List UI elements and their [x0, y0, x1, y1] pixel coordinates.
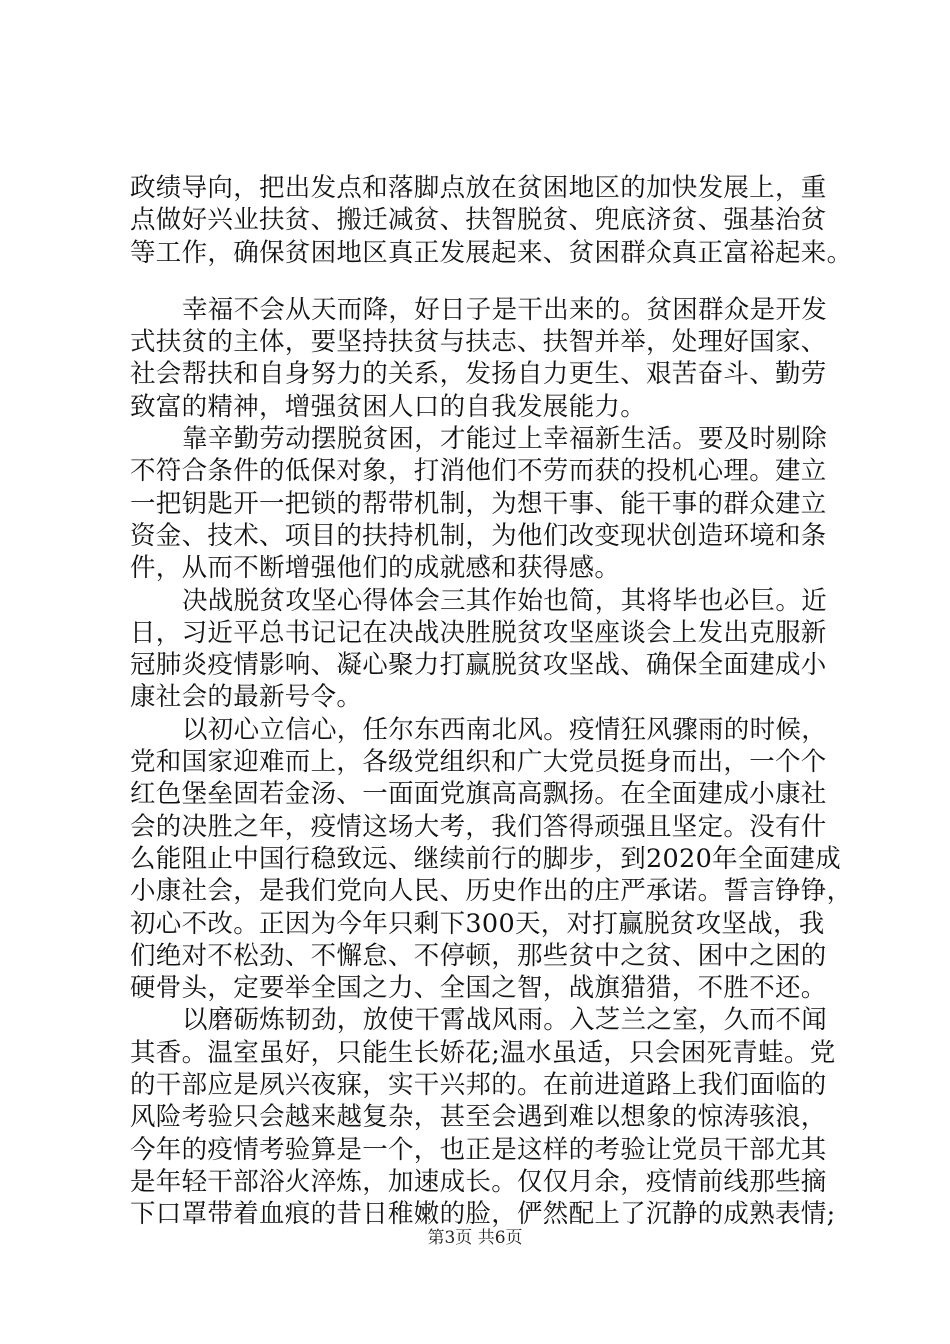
text-line: 红色堡垒固若金汤、一面面党旗高高飘扬。在全面建成小康社: [130, 779, 827, 810]
text-line: 会的决胜之年，疫情这场大考，我们答得顽强且坚定。没有什: [130, 811, 827, 842]
text-line: 件，从而不断增强他们的成就感和获得感。: [130, 553, 621, 584]
text-line: 政绩导向，把出发点和落脚点放在贫困地区的加快发展上，重: [130, 173, 827, 203]
text-line: 硬骨头，定要举全国之力、全国之智，战旗猎猎，不胜不还。: [130, 973, 827, 1004]
text-line: 下口罩带着血痕的昔日稚嫩的脸，俨然配上了沉静的成熟表情;: [130, 1199, 836, 1230]
text-line: 的干部应是夙兴夜寐，实干兴邦的。在前进道路上我们面临的: [130, 1070, 827, 1101]
text-line: 冠肺炎疫情影响、凝心聚力打赢脱贫攻坚战、确保全面建成小: [130, 650, 827, 681]
text-line: 今年的疫情考验算是一个，也正是这样的考验让党员干部尤其: [130, 1134, 827, 1165]
text-line: 致富的精神，增强贫困人口的自我发展能力。: [130, 391, 647, 422]
text-line: 风险考验只会越来越复杂，甚至会遇到难以想象的惊涛骇浪，: [130, 1102, 827, 1133]
text-line: 点做好兴业扶贫、搬迁减贫、扶智脱贫、兜底济贫、强基治贫: [130, 205, 827, 236]
text-line: 初心不改。正因为今年只剩下300天，对打赢脱贫攻坚战，我: [130, 908, 825, 939]
text-line: 式扶贫的主体，要坚持扶贫与扶志、扶智并举，处理好国家、: [130, 327, 827, 358]
paragraph-first-line: 以磨砺炼韧劲，放使干霄战风雨。入芝兰之室，久而不闻: [182, 1005, 828, 1036]
paragraph-first-line: 靠辛勤劳动摆脱贫困，才能过上幸福新生活。要及时剔除: [182, 424, 828, 455]
text-line: 党和国家迎难而上，各级党组织和广大党员挺身而出，一个个: [130, 747, 827, 778]
text-line: 康社会的最新号令。: [130, 682, 363, 713]
document-body: [130, 172, 853, 1231]
page-number-footer: 第3页 共6页: [427, 1228, 523, 1248]
text-line: 等工作，确保贫困地区真正发展起来、贫困群众真正富裕起来。: [130, 237, 853, 268]
text-line: 日，习近平总书记记在决战决胜脱贫攻坚座谈会上发出克服新: [130, 617, 827, 648]
paragraph-first-line: 幸福不会从天而降，好日子是干出来的。贫困群众是开发: [182, 294, 828, 325]
paragraph-first-line: 决战脱贫攻坚心得体会三其作始也简，其将毕也必巨。近: [182, 585, 828, 616]
text-line: 一把钥匙开一把锁的帮带机制，为想干事、能干事的群众建立: [130, 488, 827, 519]
text-line: 么能阻止中国行稳致远、继续前行的脚步，到2020年全面建成: [130, 843, 842, 874]
text-line: 社会帮扶和自身努力的关系，发扬自力更生、艰苦奋斗、勤劳: [130, 359, 827, 390]
paragraph-first-line: 以初心立信心，任尔东西南北风。疫情狂风骤雨的时候，: [182, 714, 828, 745]
text-line: 不符合条件的低保对象，打消他们不劳而获的投机心理。建立: [130, 456, 827, 487]
paragraph-gap: [130, 269, 830, 294]
text-line: 其香。温室虽好，只能生长娇花;温水虽适，只会困死青蛙。党: [130, 1037, 836, 1068]
text-line: 们绝对不松劲、不懈怠、不停顿，那些贫中之贫、困中之困的: [130, 940, 827, 971]
text-line: 资金、技术、项目的扶持机制，为他们改变现状创造环境和条: [130, 520, 827, 551]
text-line: 是年轻干部浴火淬炼，加速成长。仅仅月余，疫情前线那些摘: [130, 1166, 827, 1197]
text-line: 小康社会，是我们党向人民、历史作出的庄严承诺。誓言铮铮，: [130, 876, 853, 907]
